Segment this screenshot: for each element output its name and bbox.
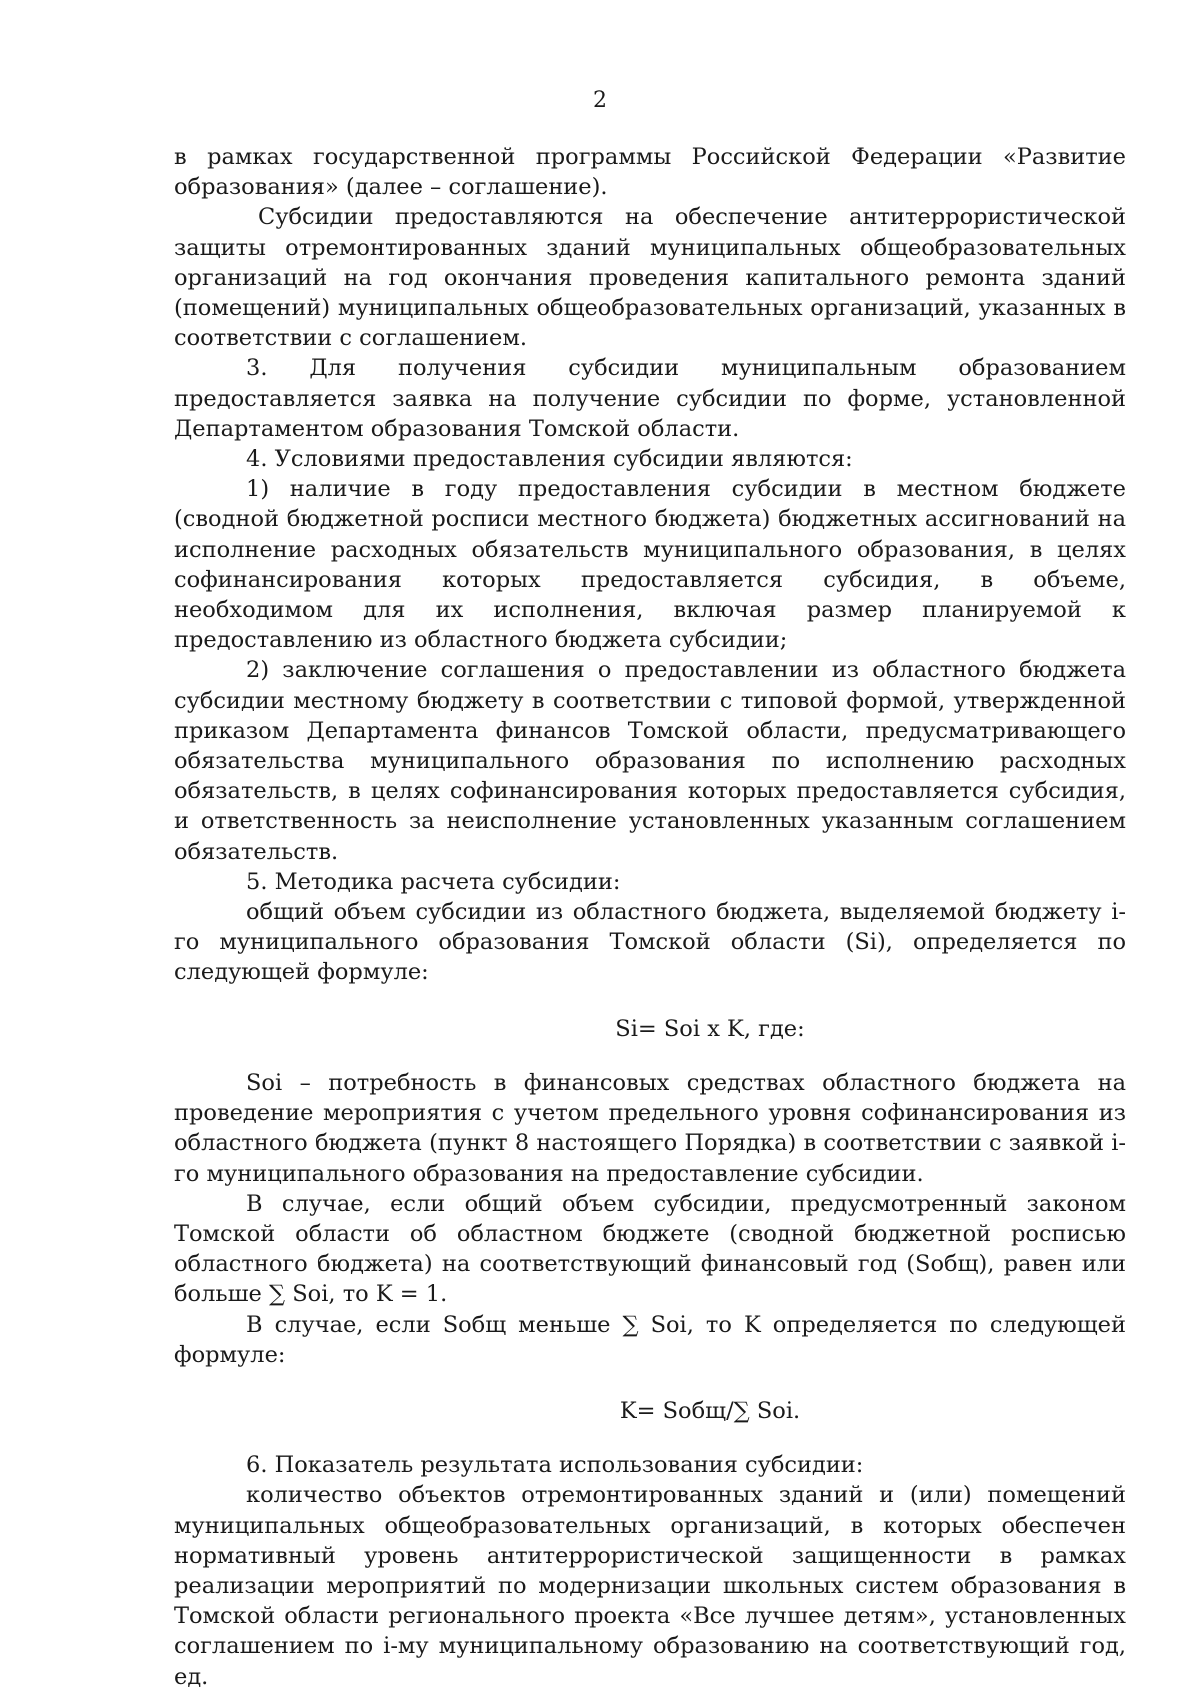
paragraph-result-indicator: количество объектов отремонтированных зданий и (или) помещений муниципальных общеобразовательных организаций, в которых обеспечен нормативный уровень антитеррористической защищенности в рамках реализации мероприятий по модернизации школьных систем образования в Томской области регионального проекта «Все лучшее детям», установленных соглашением по i-му муниципальному образованию на соответствующий год, ед.: [174, 1482, 1126, 1690]
paragraph-item-6: 6. Показатель результата использования субсидии:: [246, 1452, 864, 1479]
paragraph-item-3: 3. Для получения субсидии муниципальным образованием предоставляется заявка на получение субсидии по форме, установленной Департаментом образования Томской области.: [174, 355, 1126, 442]
formula-k: K= Sобщ/∑ Soi.: [619, 1397, 801, 1424]
paragraph-case-k-formula: В случае, если Sобщ меньше ∑ Soi, то K определяется по следующей формуле:: [174, 1311, 1126, 1368]
paragraph-item-5: 5. Методика расчета субсидии:: [246, 868, 621, 895]
document-body: [174, 142, 1126, 1692]
paragraph-total-volume: общий объем субсидии из областного бюджета, выделяемой бюджету i-го муниципального образования Томской области (Si), определяется по следующей формуле:: [174, 899, 1126, 986]
paragraph-soi-definition: Soi – потребность в финансовых средствах областного бюджета на проведение мероприятия с учетом предельного уровня софинансирования из областного бюджета (пункт 8 настоящего Порядка) в соответствии с заявкой i-го муниципального образования на предоставление субсидии.: [174, 1069, 1126, 1187]
paragraph-condition-2: 2) заключение соглашения о предоставлении из областного бюджета субсидии местному бюджету в соответствии с типовой формой, утвержденной приказом Департамента финансов Томской области, предусматривающего обязательства муниципального образования по исполнению расходных обязательств, в целях софинансирования которых предоставляется субсидия, и ответственность за неисполнение установленных указанным соглашением обязательств.: [174, 657, 1126, 865]
paragraph-continuation: в рамках государственной программы Российской Федерации «Развитие образования» (далее – соглашение).: [174, 144, 1126, 201]
paragraph-item-4: 4. Условиями предоставления субсидии являются:: [246, 446, 853, 473]
page-number: 2: [593, 88, 607, 113]
paragraph-subsidy-purpose: Субсидии предоставляются на обеспечение антитеррористической защиты отремонтированных зданий муниципальных общеобразовательных организаций на год окончания проведения капитального ремонта зданий (помещений) муниципальных общеобразовательных организаций, указанных в соответствии с соглашением.: [174, 204, 1126, 352]
paragraph-case-k-equals-1: В случае, если общий объем субсидии, предусмотренный законом Томской области об областном бюджете (сводной бюджетной росписью областного бюджета) на соответствующий финансовый год (Sобщ), равен или больше ∑ Soi, то K = 1.: [174, 1190, 1126, 1308]
formula-si: Si= Soi x K, где:: [615, 1015, 805, 1042]
paragraph-condition-1: 1) наличие в году предоставления субсидии в местном бюджете (сводной бюджетной росписи местного бюджета) бюджетных ассигнований на исполнение расходных обязательств муниципального образования, в целях софинансирования которых предоставляется субсидия, в объеме, необходимом для их исполнения, включая размер планируемой к предоставлению из областного бюджета субсидии;: [174, 476, 1126, 654]
